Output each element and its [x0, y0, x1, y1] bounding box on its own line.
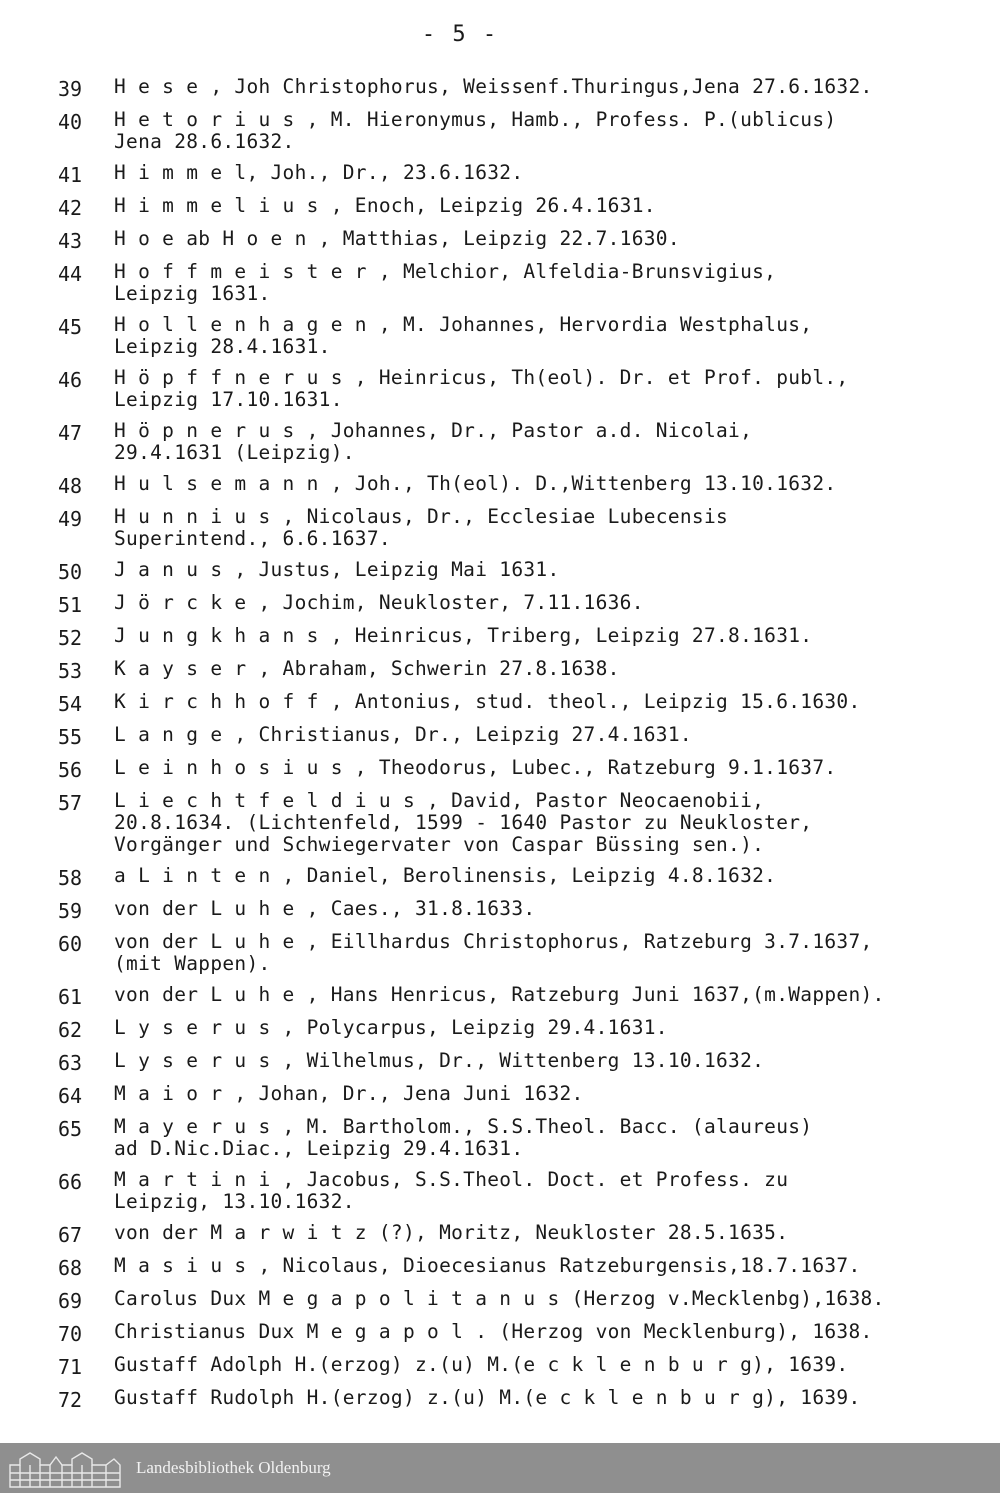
list-item — [58, 367, 988, 411]
list-item — [58, 691, 988, 715]
entry-number: 44 — [58, 262, 83, 286]
list-item — [58, 790, 988, 856]
entry-number: 42 — [58, 196, 83, 220]
list-item — [58, 228, 988, 252]
entry-number: 43 — [58, 229, 83, 253]
entry-text — [114, 1017, 988, 1039]
list-item — [58, 1288, 988, 1312]
footer-bar — [0, 1443, 1000, 1493]
entry-line-1: Gustaff Adolph H.(erzog) z.(u) M.(e c k l e n b u r g), 1639. — [114, 1353, 849, 1376]
entry-text — [114, 559, 988, 581]
entry-line-1: L e i n h o s i u s , Theodorus, Lubec., Ratzeburg 9.1.1637. — [114, 756, 837, 779]
list-item — [58, 1169, 988, 1213]
entry-line-1: H u l s e m a n n , Joh., Th(eol). D.,Wittenberg 13.10.1632. — [114, 472, 837, 495]
list-item — [58, 1050, 988, 1074]
entry-number: 72 — [58, 1388, 83, 1412]
entry-number: 62 — [58, 1018, 83, 1042]
entry-number: 59 — [58, 899, 83, 923]
entry-line-1: M a r t i n i , Jacobus, S.S.Theol. Doct. et Profess. zu — [114, 1168, 789, 1191]
list-item — [58, 506, 988, 550]
entry-text — [114, 898, 988, 920]
entry-number: 54 — [58, 692, 83, 716]
entry-text — [114, 1050, 988, 1072]
entry-text — [114, 984, 988, 1006]
entry-text — [114, 865, 988, 887]
list-item — [58, 1255, 988, 1279]
entry-text — [114, 228, 988, 250]
entry-number: 56 — [58, 758, 83, 782]
entry-text — [114, 1321, 988, 1343]
entry-line-1: J a n u s , Justus, Leipzig Mai 1631. — [114, 558, 560, 581]
entry-text — [114, 109, 988, 153]
entry-line-1: L y s e r u s , Polycarpus, Leipzig 29.4.1631. — [114, 1016, 668, 1039]
entry-line-1: von der L u h e , Hans Henricus, Ratzeburg Juni 1637,(m.Wappen). — [114, 983, 885, 1006]
list-item — [58, 625, 988, 649]
entry-text — [114, 1354, 988, 1376]
library-name: Landesbibliothek Oldenburg — [136, 1458, 331, 1477]
entry-line-1: Gustaff Rudolph H.(erzog) z.(u) M.(e c k l e n b u r g), 1639. — [114, 1386, 861, 1409]
list-item — [58, 420, 988, 464]
entry-line-2: Leipzig 28.4.1631. — [114, 335, 331, 358]
entry-number: 40 — [58, 110, 83, 134]
entry-number: 41 — [58, 163, 83, 187]
entry-number: 57 — [58, 791, 83, 815]
entry-line-1: K a y s e r , Abraham, Schwerin 27.8.1638. — [114, 657, 620, 680]
list-item — [58, 865, 988, 889]
list-item — [58, 195, 988, 219]
entry-number: 71 — [58, 1355, 83, 1379]
entry-line-2: 20.8.1634. (Lichtenfeld, 1599 - 1640 Pastor zu Neukloster, — [114, 811, 813, 834]
entry-line-1: von der L u h e , Caes., 31.8.1633. — [114, 897, 536, 920]
entry-number: 63 — [58, 1051, 83, 1075]
entry-line-1: M a y e r u s , M. Bartholom., S.S.Theol. Bacc. (alaureus) — [114, 1115, 813, 1138]
entry-line-1: H i m m e l i u s , Enoch, Leipzig 26.4.1631. — [114, 194, 656, 217]
entry-number: 47 — [58, 421, 83, 445]
entry-number: 67 — [58, 1223, 83, 1247]
list-item — [58, 1321, 988, 1345]
list-item — [58, 1387, 988, 1411]
list-item — [58, 473, 988, 497]
entry-text — [114, 420, 988, 464]
entry-number: 70 — [58, 1322, 83, 1346]
entry-text — [114, 314, 988, 358]
entry-number: 48 — [58, 474, 83, 498]
entry-text — [114, 790, 988, 856]
entry-number: 51 — [58, 593, 83, 617]
list-item — [58, 984, 988, 1008]
entry-text — [114, 1288, 988, 1310]
entry-text — [114, 1387, 988, 1409]
list-item — [58, 162, 988, 186]
entry-number: 45 — [58, 315, 83, 339]
entry-text — [114, 931, 988, 975]
list-item — [58, 1083, 988, 1107]
entry-line-1: a L i n t e n , Daniel, Berolinensis, Leipzig 4.8.1632. — [114, 864, 777, 887]
entry-number: 58 — [58, 866, 83, 890]
entry-line-2: ad D.Nic.Diac., Leipzig 29.4.1631. — [114, 1137, 524, 1160]
entry-line-2: Jena 28.6.1632. — [114, 130, 295, 153]
entry-number: 49 — [58, 507, 83, 531]
entry-text — [114, 1116, 988, 1160]
entry-line-1: H e t o r i u s , M. Hieronymus, Hamb., Profess. P.(ublicus) — [114, 108, 837, 131]
entry-text — [114, 1169, 988, 1213]
entry-line-1: Christianus Dux M e g a p o l . (Herzog von Mecklenburg), 1638. — [114, 1320, 873, 1343]
entry-line-1: L i e c h t f e l d i u s , David, Pastor Neocaenobii, — [114, 789, 765, 812]
list-item — [58, 1017, 988, 1041]
entry-text — [114, 1083, 988, 1105]
entry-number: 69 — [58, 1289, 83, 1313]
entry-line-2: (mit Wappen). — [114, 952, 271, 975]
entry-line-1: H ö p n e r u s , Johannes, Dr., Pastor a.d. Nicolai, — [114, 419, 753, 442]
entry-line-2: Leipzig 1631. — [114, 282, 271, 305]
entry-number: 68 — [58, 1256, 83, 1280]
entry-line-1: H o e ab H o e n , Matthias, Leipzig 22.7.1630. — [114, 227, 680, 250]
entry-line-1: K i r c h h o f f , Antonius, stud. theol., Leipzig 15.6.1630. — [114, 690, 861, 713]
entry-line-1: von der M a r w i t z (?), Moritz, Neukloster 28.5.1635. — [114, 1221, 789, 1244]
entry-text — [114, 367, 988, 411]
entry-line-1: M a s i u s , Nicolaus, Dioecesianus Ratzeburgensis,18.7.1637. — [114, 1254, 861, 1277]
entry-text — [114, 1222, 988, 1244]
entry-text — [114, 1255, 988, 1277]
list-item — [58, 931, 988, 975]
entry-line-1: H u n n i u s , Nicolaus, Dr., Ecclesiae Lubecensis — [114, 505, 729, 528]
list-item — [58, 757, 988, 781]
page-number: - 5 - — [421, 22, 499, 47]
entry-number: 53 — [58, 659, 83, 683]
list-item — [58, 261, 988, 305]
list-item — [58, 559, 988, 583]
entry-text — [114, 691, 988, 713]
entry-line-1: J u n g k h a n s , Heinricus, Triberg, Leipzig 27.8.1631. — [114, 624, 813, 647]
entry-text — [114, 473, 988, 495]
entry-number: 55 — [58, 725, 83, 749]
entry-line-1: L y s e r u s , Wilhelmus, Dr., Wittenberg 13.10.1632. — [114, 1049, 765, 1072]
entry-text — [114, 76, 988, 98]
entry-line-3: Vorgänger und Schwiegervater von Caspar Büssing sen.). — [114, 833, 765, 856]
entry-number: 61 — [58, 985, 83, 1009]
entry-number: 66 — [58, 1170, 83, 1194]
entry-number: 46 — [58, 368, 83, 392]
list-item — [58, 724, 988, 748]
entry-line-1: M a i o r , Johan, Dr., Jena Juni 1632. — [114, 1082, 584, 1105]
entry-text — [114, 592, 988, 614]
entry-text — [114, 658, 988, 680]
entry-line-1: H e s e , Joh Christophorus, Weissenf.Thuringus,Jena 27.6.1632. — [114, 75, 873, 98]
entry-line-1: von der L u h e , Eillhardus Christophorus, Ratzeburg 3.7.1637, — [114, 930, 873, 953]
entry-text — [114, 506, 988, 550]
entry-line-1: L a n g e , Christianus, Dr., Leipzig 27.4.1631. — [114, 723, 692, 746]
entry-line-1: H i m m e l, Joh., Dr., 23.6.1632. — [114, 161, 524, 184]
entry-text — [114, 195, 988, 217]
entry-text — [114, 261, 988, 305]
list-item — [58, 109, 988, 153]
entry-text — [114, 162, 988, 184]
entry-list — [58, 76, 988, 1420]
entry-line-1: H o l l e n h a g e n , M. Johannes, Hervordia Westphalus, — [114, 313, 813, 336]
entry-number: 65 — [58, 1117, 83, 1141]
list-item — [58, 314, 988, 358]
entry-line-1: J ö r c k e , Jochim, Neukloster, 7.11.1636. — [114, 591, 644, 614]
entry-line-2: Leipzig, 13.10.1632. — [114, 1190, 355, 1213]
library-building-icon — [6, 1447, 124, 1489]
list-item — [58, 1116, 988, 1160]
entry-line-1: Carolus Dux M e g a p o l i t a n u s (Herzog v.Mecklenbg),1638. — [114, 1287, 885, 1310]
entry-line-2: 29.4.1631 (Leipzig). — [114, 441, 355, 464]
list-item — [58, 76, 988, 100]
entry-line-1: H o f f m e i s t e r , Melchior, Alfeldia-Brunsvigius, — [114, 260, 777, 283]
entry-number: 39 — [58, 77, 83, 101]
entry-text — [114, 625, 988, 647]
list-item — [58, 898, 988, 922]
list-item — [58, 658, 988, 682]
entry-number: 64 — [58, 1084, 83, 1108]
entry-number: 60 — [58, 932, 83, 956]
entry-number: 52 — [58, 626, 83, 650]
entry-number: 50 — [58, 560, 83, 584]
entry-text — [114, 757, 988, 779]
entry-text — [114, 724, 988, 746]
list-item — [58, 1222, 988, 1246]
entry-line-1: H ö p f f n e r u s , Heinricus, Th(eol). Dr. et Prof. publ., — [114, 366, 849, 389]
list-item — [58, 592, 988, 616]
list-item — [58, 1354, 988, 1378]
entry-line-2: Leipzig 17.10.1631. — [114, 388, 343, 411]
entry-line-2: Superintend., 6.6.1637. — [114, 527, 391, 550]
